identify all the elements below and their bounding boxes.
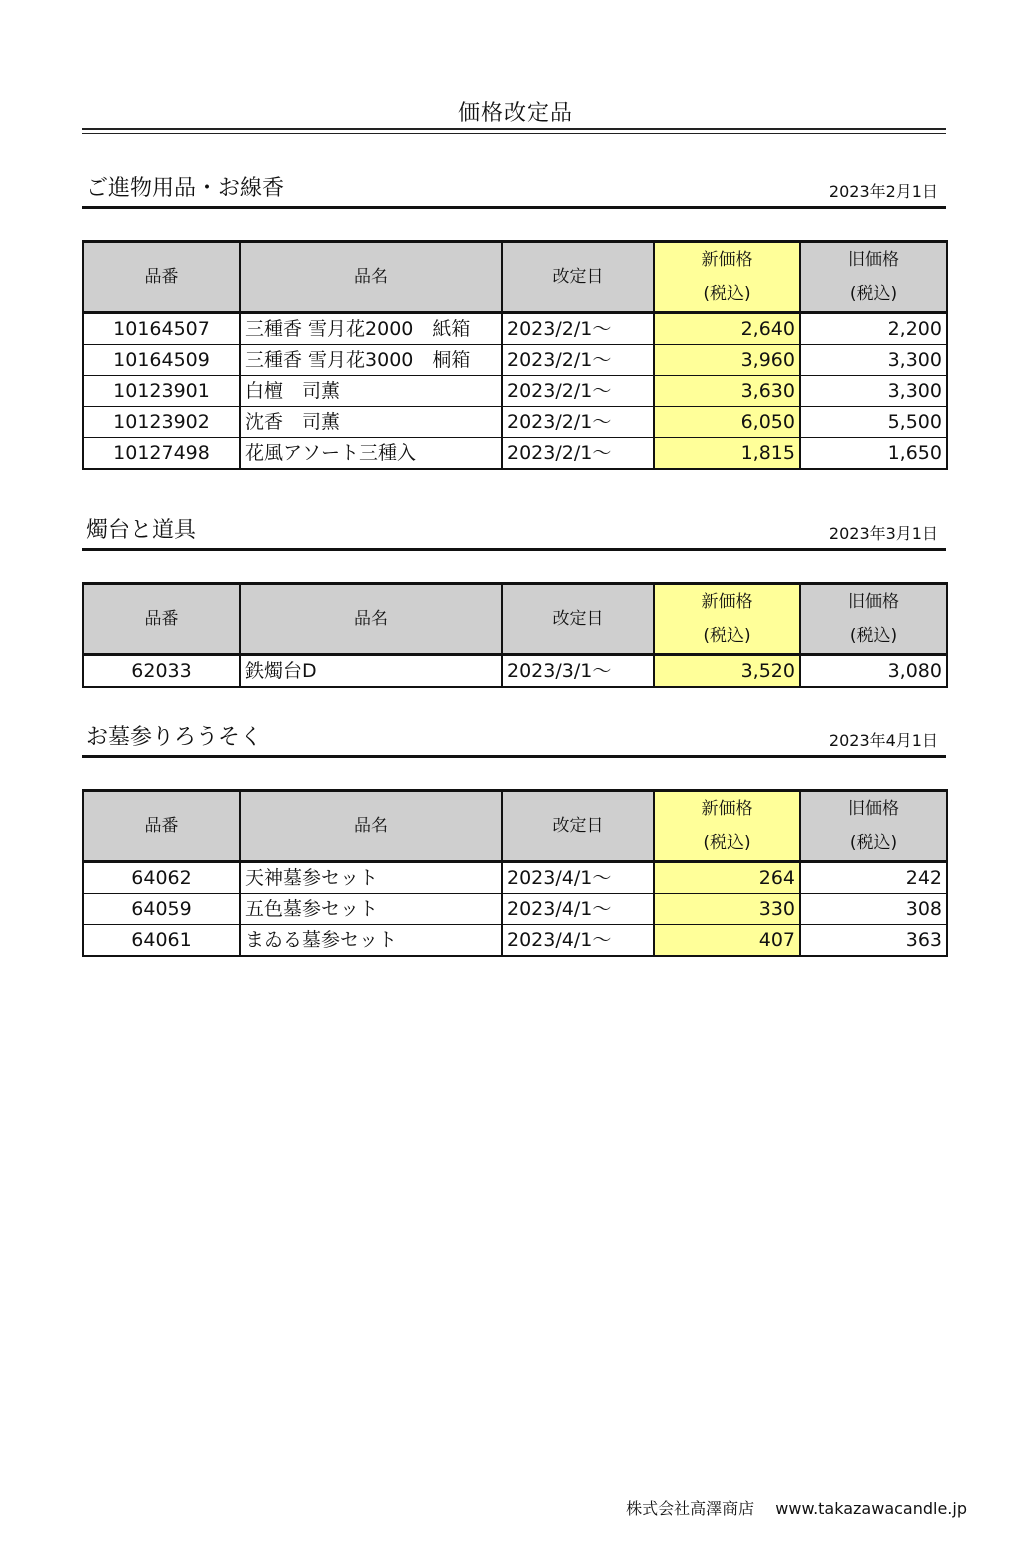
cell-old-price: 1,650 [800, 438, 947, 470]
table-row [83, 438, 947, 470]
cell-code: 10164507 [83, 313, 240, 345]
cell-code: 64059 [83, 894, 240, 925]
header-line: 新価格 [701, 250, 753, 270]
cell-code: 10127498 [83, 438, 240, 470]
header-line: (税込) [703, 626, 751, 646]
section-header [82, 170, 946, 209]
cell-new-price: 330 [654, 894, 800, 925]
col-name-header: 品名 [240, 584, 502, 655]
section-header [82, 512, 946, 551]
footer-company: 株式会社高澤商店 [626, 1499, 755, 1518]
header-line: (税込) [703, 284, 751, 304]
cell-code: 62033 [83, 655, 240, 688]
cell-date: 2023/3/1～ [502, 655, 654, 688]
cell-date: 2023/4/1～ [502, 894, 654, 925]
price-table-candlesticks [82, 582, 948, 688]
header-line: (税込) [849, 833, 898, 853]
col-code-header: 品番 [83, 584, 240, 655]
cell-date: 2023/2/1～ [502, 376, 654, 407]
table-row [83, 655, 947, 688]
col-old-price-header [800, 242, 947, 313]
col-date-header: 改定日 [502, 584, 654, 655]
col-new-price-header [654, 242, 800, 313]
table-row [83, 894, 947, 925]
col-code-header: 品番 [83, 791, 240, 862]
cell-code: 64062 [83, 862, 240, 894]
cell-name: 白檀 司薫 [240, 376, 502, 407]
section-date: 2023年4月1日 [828, 731, 938, 750]
col-old-price-header [800, 584, 947, 655]
cell-old-price: 2,200 [800, 313, 947, 345]
section-date: 2023年2月1日 [828, 182, 938, 201]
cell-date: 2023/2/1～ [502, 407, 654, 438]
cell-old-price: 242 [800, 862, 947, 894]
cell-date: 2023/2/1～ [502, 345, 654, 376]
cell-name: 沈香 司薫 [240, 407, 502, 438]
col-name-header: 品名 [240, 791, 502, 862]
cell-name: 三種香 雪月花3000 桐箱 [240, 345, 502, 376]
cell-name: 花風アソート三種入 [240, 438, 502, 470]
cell-name: まゐる墓参セット [240, 925, 502, 957]
header-line: 新価格 [701, 799, 753, 819]
cell-old-price: 3,300 [800, 345, 947, 376]
cell-name: 鉄燭台D [240, 655, 502, 688]
cell-old-price: 308 [800, 894, 947, 925]
cell-new-price: 2,640 [654, 313, 800, 345]
section-title: 燭台と道具 [86, 518, 197, 543]
col-date-header: 改定日 [502, 242, 654, 313]
cell-code: 64061 [83, 925, 240, 957]
cell-new-price: 3,960 [654, 345, 800, 376]
section-title: ご進物用品・お線香 [86, 176, 285, 201]
cell-new-price: 3,520 [654, 655, 800, 688]
header-line: (税込) [703, 833, 751, 853]
section-grave-candles [82, 719, 946, 758]
col-name-header: 品名 [240, 242, 502, 313]
page-title: 価格改定品 [457, 101, 573, 126]
col-date-header: 改定日 [502, 791, 654, 862]
title-rule [82, 128, 946, 134]
cell-old-price: 3,080 [800, 655, 947, 688]
section-candlesticks [82, 512, 946, 551]
cell-new-price: 6,050 [654, 407, 800, 438]
cell-new-price: 264 [654, 862, 800, 894]
header-line: 旧価格 [848, 799, 899, 819]
cell-new-price: 3,630 [654, 376, 800, 407]
section-incense [82, 170, 946, 209]
cell-code: 10123902 [83, 407, 240, 438]
col-new-price-header [654, 791, 800, 862]
table-row [83, 345, 947, 376]
header-line: 旧価格 [848, 592, 899, 612]
cell-new-price: 1,815 [654, 438, 800, 470]
footer [626, 1496, 967, 1519]
cell-code: 10164509 [83, 345, 240, 376]
footer-website-link[interactable]: www.takazawacandle.jp [775, 1499, 967, 1518]
header-line: (税込) [849, 284, 898, 304]
header-line: 新価格 [701, 592, 753, 612]
table-row [83, 313, 947, 345]
price-table-grave-candles [82, 789, 948, 957]
cell-old-price: 363 [800, 925, 947, 957]
section-date: 2023年3月1日 [828, 524, 938, 543]
cell-old-price: 3,300 [800, 376, 947, 407]
price-table-incense [82, 240, 948, 470]
cell-date: 2023/2/1～ [502, 438, 654, 470]
section-header [82, 719, 946, 758]
col-code-header: 品番 [83, 242, 240, 313]
section-title: お墓参りろうそく [86, 725, 263, 750]
col-new-price-header [654, 584, 800, 655]
table-row [83, 925, 947, 957]
table-header-row [83, 584, 947, 655]
cell-name: 五色墓参セット [240, 894, 502, 925]
cell-date: 2023/4/1～ [502, 925, 654, 957]
cell-name: 三種香 雪月花2000 紙箱 [240, 313, 502, 345]
table-header-row [83, 791, 947, 862]
cell-name: 天神墓参セット [240, 862, 502, 894]
table-row [83, 376, 947, 407]
header-line: (税込) [849, 626, 898, 646]
col-old-price-header [800, 791, 947, 862]
table-row [83, 862, 947, 894]
table-header-row [83, 242, 947, 313]
cell-date: 2023/2/1～ [502, 313, 654, 345]
cell-date: 2023/4/1～ [502, 862, 654, 894]
table-row [83, 407, 947, 438]
header-line: 旧価格 [848, 250, 899, 270]
cell-code: 10123901 [83, 376, 240, 407]
cell-new-price: 407 [654, 925, 800, 957]
cell-old-price: 5,500 [800, 407, 947, 438]
